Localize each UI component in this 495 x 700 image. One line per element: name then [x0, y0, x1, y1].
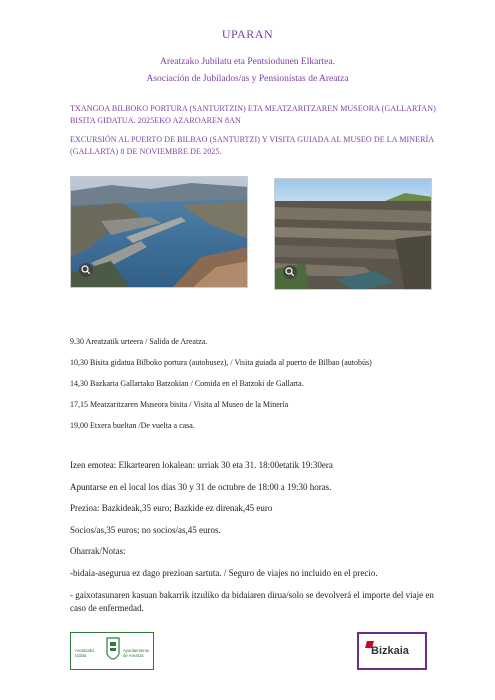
crest-icon: [106, 636, 120, 666]
schedule-item-lunch: 14,30 Bazkaria Gallartako Batzokian / Comida en el Batzoki de Gallarta.: [70, 379, 304, 388]
registration-spanish: Apuntarse en el local los días 30 y 31 de octubre de 18:00 a 19:30 horas.: [70, 482, 332, 492]
price-spanish: Socios/as,35 euros; no socios/as,45 euros.: [70, 525, 221, 535]
organization-name-basque: Areatzako Jubilatu eta Pentsiodunen Elkartea.: [160, 57, 335, 67]
schedule-item-museum-visit: 17,15 Meatzaritzaren Museora bisita / Visita al Museo de la Minería: [70, 400, 289, 409]
zoom-icon[interactable]: [79, 263, 93, 277]
bizkaia-logo-text: Bizkaia: [371, 645, 409, 657]
mine-pit-photo: [274, 178, 432, 290]
organization-name-spanish: Asociación de Jubilados/as y Pensionistas de Areatza: [146, 74, 349, 84]
zoom-icon[interactable]: [283, 265, 297, 279]
registration-basque: Izen emotea: Elkartearen lokalean: urriak 30 eta 31. 18:00etatik 19:30era: [70, 460, 333, 470]
event-description-spanish: EXCURSIÓN AL PUERTO DE BILBAO (SANTURTZI) Y VISITA GUIADA AL MUSEO DE LA MINERÍA (GALLARTA) 8 DE NOVIEMBRE DE 2025.: [70, 135, 434, 156]
areatza-logo: [70, 632, 154, 670]
schedule-item-return: 19,00 Etxera bueltan /De vuelta a casa.: [70, 421, 195, 430]
port-aerial-photo: [70, 176, 248, 288]
page-title: UPARAN: [221, 27, 274, 41]
schedule-item-departure: 9.30 Areatzatik urteera / Salida de Areatza.: [70, 337, 208, 346]
notes-heading: Oharrak/Notas:: [70, 546, 126, 556]
note-refund: - gaixotasunaren kasuan bakarrik itzuliko da bidaiaren dirua/solo se devolverá el importe del viaje en caso de enfermedad.: [70, 590, 434, 613]
schedule-item-port-visit: 10,30 Bisita gidatua Bilboko portura (autobusez), / Visita guiada al puerto de Bilbao (autobús): [70, 358, 372, 367]
bizkaia-logo: [357, 632, 427, 670]
event-description-basque: TXANGOA BILBOKO PORTURA (SANTURTZIN) ETA MEATZARITZAREN MUSEORA (GALLARTAN) BISITA GIDATUA. 2025EKO AZAROAREN 8AN: [70, 104, 436, 125]
note-insurance: -bidaia-asegurua ez dago prezioan sartuta. / Seguro de viajes no incluido en el precio.: [70, 568, 378, 578]
areatza-logo-text-spanish: Ayuntamiento de Areatza: [123, 648, 150, 658]
areatza-logo-text-basque: Areatzako Udala: [75, 648, 95, 658]
price-basque: Prezioa: Bazkideak,35 euro; Bazkide ez direnak,45 euro: [70, 503, 273, 513]
